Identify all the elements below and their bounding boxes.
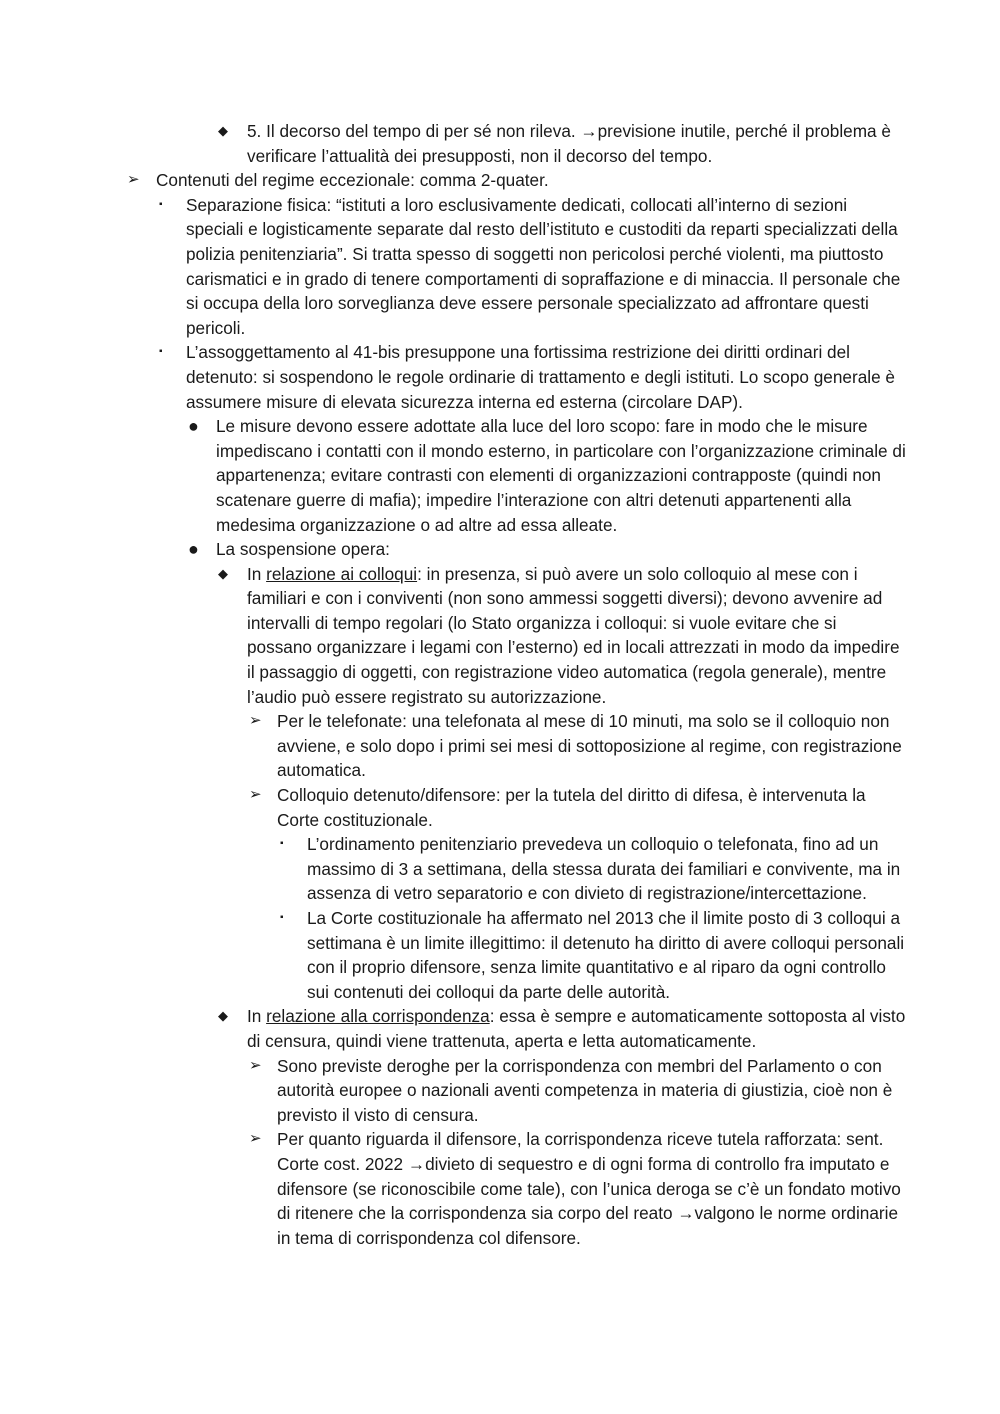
paragraph-text: : in presenza, si può avere un solo colloquio al mese con i familiari e con i conviventi (non sono ammessi soggetti diversi); devono avvenire ad intervalli di tempo regolari (lo Stato organizza i colloqui: si vuole evitare che si possano organizzare i legami con l’esterno) ed in locali attrezzati in modo da impedire il passaggio di oggetti, con registrazione video automatica (regola generale), mentre l’audio può essere registrato su autorizzazione.	[247, 563, 900, 707]
paragraph-text: Per le telefonate: una telefonata al mese di 10 minuti, ma solo se il colloquio non avviene, e solo dopo i primi sei mesi di sottoposizione al regime, con registrazione automatica.	[277, 711, 902, 781]
underlined-heading: relazione alla corrispondenza	[266, 1006, 490, 1027]
list-item	[249, 1127, 906, 1250]
paragraph-text-prefix: In	[247, 563, 267, 584]
list-item	[249, 1054, 906, 1128]
arrowhead-bullet-icon: ➢	[127, 171, 140, 189]
list-item	[188, 414, 906, 537]
list-item	[280, 832, 906, 906]
paragraph-text: Le misure devono essere adottate alla luce del loro scopo: fare in modo che le misure impediscano i contatti con il mondo esterno, in particolare con l’organizzazione criminale di appartenenza; evitare contrasti con elementi di organizzazioni contrapposte (quindi non scatenare guerre di mafia); impedire l’interazione con altri detenuti appartenenti alla medesima organizzazione o ad altre ad essa alleate.	[216, 416, 906, 535]
paragraph-text: 5. Il decorso del tempo di per sé non rileva. →previsione inutile, perché il problema è verificare l’attualità dei presupposti, non il decorso del tempo.	[247, 121, 891, 166]
square-bullet-icon: ▪	[280, 838, 284, 850]
square-bullet-icon: ▪	[159, 346, 163, 358]
paragraph-text: Per quanto riguarda il difensore, la corrispondenza riceve tutela rafforzata: sent. Corte cost. 2022 →divieto di sequestro e di ogni forma di controllo fra imputato e difensore (se riconoscibile come tale), con l’unica deroga se c’è un fondato motivo di ritenere che la corrispondenza sia corpo del reato →valgono le norme ordinarie in tema di corrispondenza col difensore.	[277, 1129, 901, 1248]
paragraph-text: La sospensione opera:	[216, 539, 390, 560]
list-item	[218, 1004, 906, 1053]
paragraph-text-prefix: In	[247, 1006, 267, 1027]
list-item	[218, 119, 906, 168]
dot-bullet-icon: ●	[188, 539, 199, 560]
paragraph-text: : essa è sempre e automaticamente sottoposta al visto di censura, quindi viene trattenuta, aperta e letta automaticamente.	[247, 1006, 906, 1051]
paragraph-text: Separazione fisica: “istituti a loro esclusivamente dedicati, collocati all’interno di sezioni speciali e logisticamente separate dal resto dell’istituto e custoditi da reparti specializzati della polizia penitenziaria”. Si tratta spesso di soggetti non pericolosi perché violenti, ma piuttosto carismatici e in grado di tenere comportamenti di sopraffazione e di minaccia. Il personale che si occupa della loro sorveglianza deve essere personale specializzato ad affrontare questi pericoli.	[186, 194, 901, 338]
document-body	[0, 119, 1000, 1250]
arrowhead-bullet-icon: ➢	[249, 786, 262, 804]
list-item	[159, 340, 906, 414]
list-item	[159, 193, 906, 341]
paragraph-text: La Corte costituzionale ha affermato nel 2013 che il limite posto di 3 colloqui a settimana è un limite illegittimo: il detenuto ha diritto di avere colloqui personali con il proprio difensore, senza limite quantitativo e al riparo da ogni controllo sui contenuti dei colloqui da parte delle autorità.	[307, 908, 905, 1002]
paragraph-text: Contenuti del regime eccezionale: comma 2-quater.	[156, 170, 549, 191]
list-item	[218, 562, 906, 710]
paragraph-text: Colloquio detenuto/difensore: per la tutela del diritto di difesa, è intervenuta la Corte costituzionale.	[277, 785, 866, 830]
square-bullet-icon: ▪	[159, 198, 163, 210]
list-item	[249, 709, 906, 783]
diamond-bullet-icon: ◆	[218, 1008, 228, 1024]
square-bullet-icon: ▪	[280, 912, 284, 923]
list-item	[249, 783, 906, 832]
arrowhead-bullet-icon: ➢	[249, 1130, 262, 1148]
dot-bullet-icon: ●	[188, 416, 199, 437]
paragraph-text: L’assoggettamento al 41-bis presuppone una fortissima restrizione dei diritti ordinari del detenuto: si sospendono le regole ordinarie di trattamento e degli istituti. Lo scopo generale è assumere misure di elevata sicurezza interna ed esterna (circolare DAP).	[186, 342, 895, 412]
list-item	[188, 537, 906, 562]
paragraph-text: Sono previste deroghe per la corrispondenza con membri del Parlamento o con autorità europee o nazionali aventi competenza in materia di giustizia, cioè non è previsto il visto di censura.	[277, 1055, 893, 1125]
diamond-bullet-icon: ◆	[218, 565, 228, 581]
list-item	[280, 906, 906, 1004]
arrowhead-bullet-icon: ➢	[249, 1056, 262, 1074]
arrowhead-bullet-icon: ➢	[249, 712, 262, 730]
list-item	[127, 168, 906, 193]
paragraph-text: L’ordinamento penitenziario prevedeva un colloquio o telefonata, fino ad un massimo di 3 a settimana, della stessa durata dei familiari e convivente, ma in assenza di vetro separatorio e con divieto di registrazione/intercettazione.	[307, 834, 901, 904]
underlined-heading: relazione ai colloqui	[266, 563, 418, 584]
diamond-bullet-icon: ◆	[218, 123, 228, 138]
